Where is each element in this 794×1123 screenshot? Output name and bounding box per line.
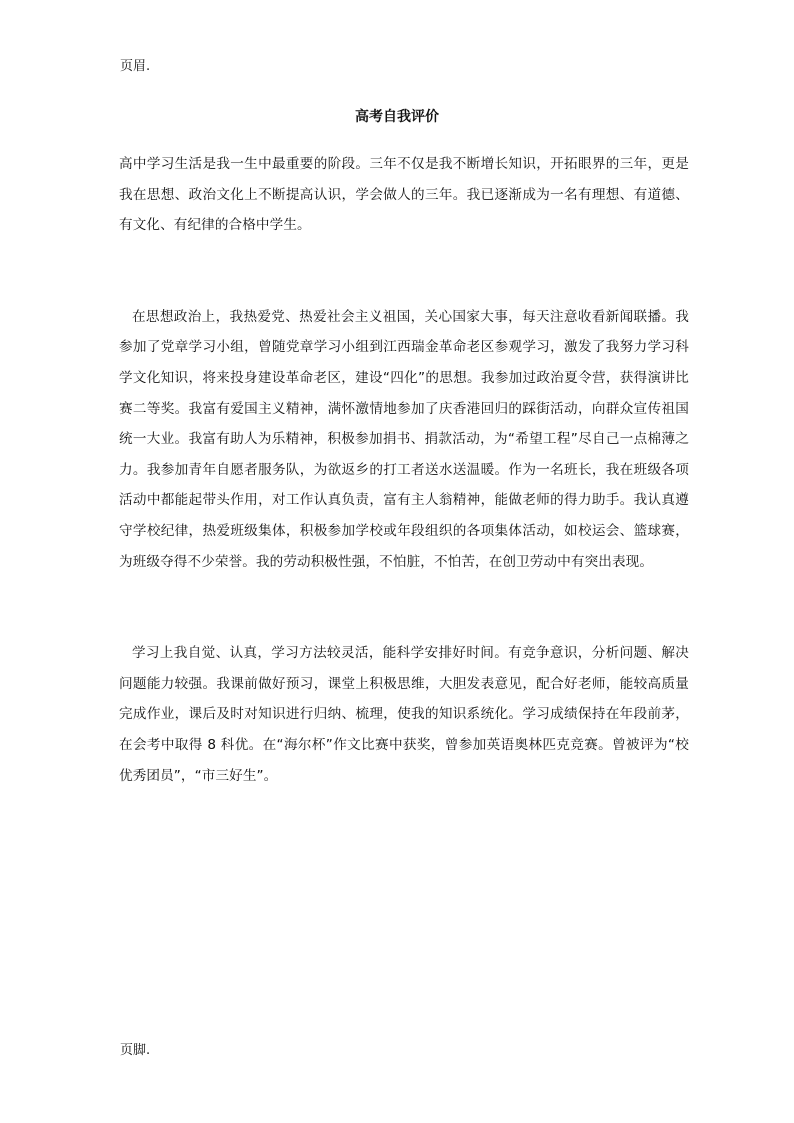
paragraph-spacer xyxy=(119,577,689,638)
document-title: 高考自我评价 xyxy=(355,109,439,125)
paragraph-spacer xyxy=(119,241,689,302)
paragraph-intro: 高中学习生活是我一生中最重要的阶段。三年不仅是我不断增长知识，开拓眼界的三年，更是我在思想、政治文化上不断提高认识，学会做人的三年。我已逐渐成为一名有理想、有道德、有文化、有纪律的合格中学生。 xyxy=(119,156,689,234)
paragraph-study: 学习上我自觉、认真，学习方法较灵活，能科学安排好时间。有竞争意识，分析问题、解决问题能力较强。我课前做好预习，课堂上积极思维，大胆发表意见，配合好老师，能较高质量完成作业，课后及时对知识进行归纳、梳理，使我的知识系统化。学习成绩保持在年段前茅，在会考中取得 8 科优。在“海尔杯”作文比赛中获奖，曾参加英语奥林匹克竞赛。曾被评为“校优秀团员”，“市三好生”。 xyxy=(119,645,689,784)
document-body xyxy=(119,118,689,791)
paragraph-politics: 在思想政治上，我热爱党、热爱社会主义祖国，关心国家大事，每天注意收看新闻联播。我参加了党章学习小组，曾随党章学习小组到江西瑞金革命老区参观学习，激发了我努力学习科学文化知识，将来投身建设革命老区，建设“四化”的思想。我参加过政治夏令营，获得演讲比赛二等奖。我富有爱国主义精神，满怀激情地参加了庆香港回归的踩街活动，向群众宣传祖国统一大业。我富有助人为乐精神，积极参加捐书、捐款活动，为“希望工程”尽自己一点棉薄之力。我参加青年自愿者服务队，为欲返乡的打工者送水送温暖。作为一名班长，我在班级各项活动中都能起带头作用，对工作认真负责，富有主人翁精神，能做老师的得力助手。我认真遵守学校纪律，热爱班级集体，积极参加学校或年段组织的各项集体活动，如校运会、篮球赛，为班级夺得不少荣誉。我的劳动积极性强，不怕脏，不怕苦，在创卫劳动中有突出表现。 xyxy=(119,308,689,570)
page-header: 页眉. xyxy=(120,59,151,74)
page-footer: 页脚. xyxy=(120,1043,151,1058)
